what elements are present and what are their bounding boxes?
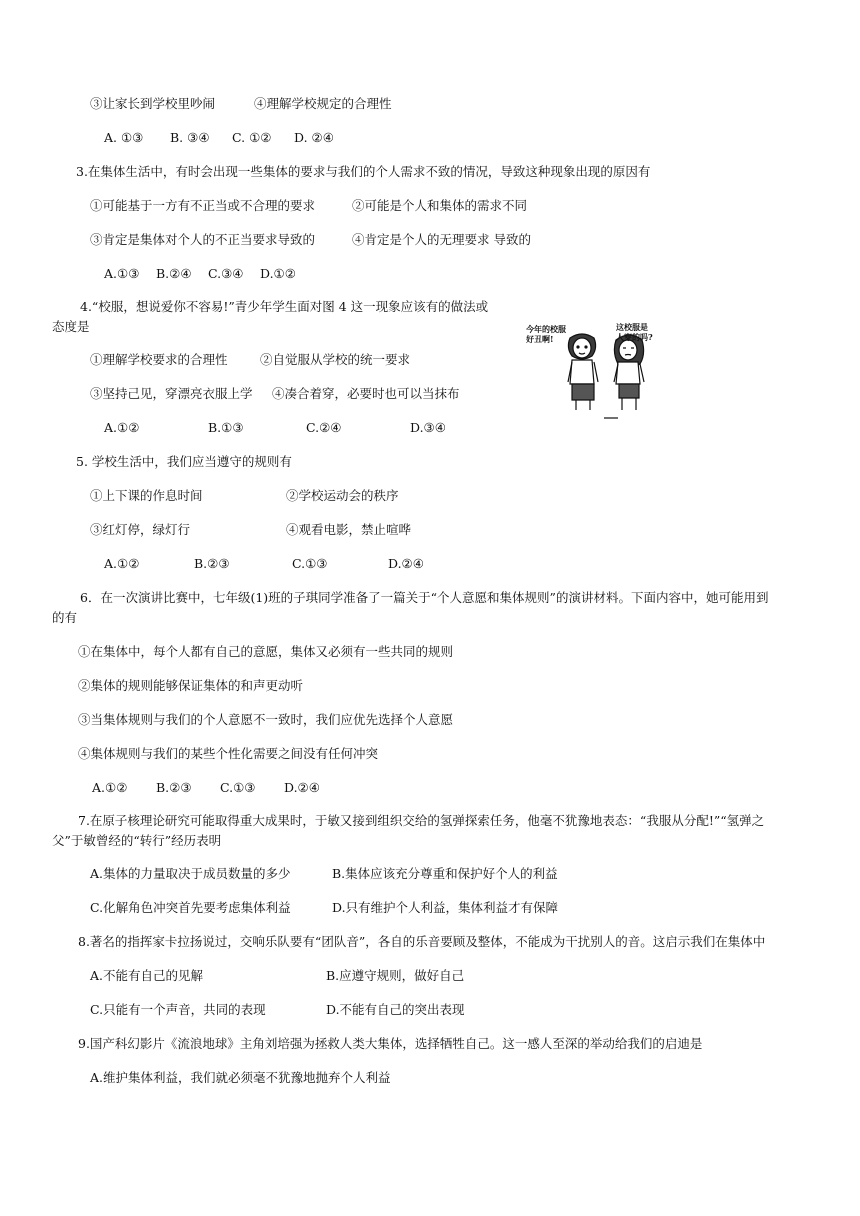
- q7-option-a: A.集体的力量取决于成员数量的多少: [90, 866, 291, 881]
- option-d: D.①②: [260, 266, 296, 281]
- q6-statement-3: ③当集体规则与我们的个人意愿不一致时，我们应优先选择个人意愿: [78, 712, 454, 727]
- q6-stem-line2: 的有: [52, 610, 78, 625]
- q5-statement-3: ③红灯停，绿灯行: [90, 522, 191, 537]
- q5-stem: 5. 学校生活中，我们应当遵守的规则有: [76, 454, 292, 469]
- school-uniform-cartoon: [520, 318, 680, 428]
- option-a: A. ①③: [104, 130, 144, 145]
- q5-statement-4: ④观看电影，禁止喧哗: [286, 522, 412, 537]
- q4-stem-line1: 4.“校服，想说爱你不容易!”青少年学生面对图 4 这一现象应该有的做法或: [80, 299, 489, 314]
- q7-option-b: B.集体应该充分尊重和保护好个人的利益: [332, 866, 558, 881]
- q8-stem: 8.著名的指挥家卡拉扬说过，交响乐队要有“团队音”，各自的乐音要顾及整体，不能成为干扰别人的音。这启示我们在集体中: [78, 934, 766, 949]
- q7-option-c: C.化解角色冲突首先要考虑集体利益: [90, 900, 291, 915]
- option-b: B.①③: [208, 420, 244, 435]
- q4-statement-1: ①理解学校要求的合理性: [90, 352, 228, 367]
- option-d: D.③④: [410, 420, 446, 435]
- option-a: A.①②: [104, 556, 140, 571]
- q3-statement-3: ③肯定是集体对个人的不正当要求导致的: [90, 232, 316, 247]
- q3-statement-2: ②可能是个人和集体的需求不同: [352, 198, 528, 213]
- q4-stem-line2: 态度是: [52, 319, 90, 334]
- q9-option-a: A.维护集体利益，我们就必须毫不犹豫地抛弃个人利益: [90, 1070, 391, 1085]
- q5-statement-2: ②学校运动会的秩序: [286, 488, 399, 503]
- option-c: C.③④: [208, 266, 244, 281]
- q2-statement-3: ③让家长到学校里吵闹: [90, 96, 216, 111]
- q4-statement-2: ②自觉服从学校的统一要求: [260, 352, 411, 367]
- q4-statement-3: ③坚持己见，穿漂亮衣服上学: [90, 386, 253, 401]
- q2-statement-4: ④理解学校规定的合理性: [254, 96, 392, 111]
- option-c: C. ①②: [232, 130, 272, 145]
- option-a: A.①③: [104, 266, 140, 281]
- q6-statement-2: ②集体的规则能够保证集体的和声更动听: [78, 678, 304, 693]
- q3-statement-1: ①可能基于一方有不正当或不合理的要求: [90, 198, 316, 213]
- speech-bubble-right: 这校服是 人穿的吗?: [616, 322, 653, 342]
- option-b: B. ③④: [170, 130, 210, 145]
- q8-option-a: A.不能有自己的见解: [90, 968, 204, 983]
- speech-bubble-left: 今年的校服 好丑啊!: [526, 324, 566, 344]
- q7-option-d: D.只有维护个人利益，集体利益才有保障: [332, 900, 559, 915]
- option-a: A.①②: [92, 780, 128, 795]
- q9-stem: 9.国产科幻影片《流浪地球》主角刘培强为拯救人类大集体，选择牺牲自己。这一感人至深的举动给我们的启迪是: [78, 1036, 703, 1051]
- q7-stem-line1: 7.在原子核理论研究可能取得重大成果时，于敏又接到组织交给的氢弹探索任务，他毫不犹豫地表态：“我服从分配!”“氢弹之: [78, 813, 765, 828]
- q5-statement-1: ①上下课的作息时间: [90, 488, 203, 503]
- q8-option-c: C.只能有一个声音，共同的表现: [90, 1002, 266, 1017]
- q4-statement-4: ④凑合着穿，必要时也可以当抹布: [272, 386, 460, 401]
- option-c: C.②④: [306, 420, 342, 435]
- option-d: D.②④: [388, 556, 424, 571]
- q6-statement-1: ①在集体中，每个人都有自己的意愿，集体又必须有一些共同的规则: [78, 644, 454, 659]
- q8-option-d: D.不能有自己的突出表现: [326, 1002, 465, 1017]
- q6-statement-4: ④集体规则与我们的某些个性化需要之间没有任何冲突: [78, 746, 379, 761]
- option-b: B.②③: [156, 780, 192, 795]
- option-c: C.①③: [220, 780, 256, 795]
- option-b: B.②④: [156, 266, 192, 281]
- option-b: B.②③: [194, 556, 230, 571]
- option-a: A.①②: [104, 420, 140, 435]
- option-c: C.①③: [292, 556, 328, 571]
- q3-stem: 3.在集体生活中，有时会出现一些集体的要求与我们的个人需求不致的情况，导致这种现象出现的原因有: [76, 164, 651, 179]
- q8-option-b: B.应遵守规则，做好自己: [326, 968, 465, 983]
- q6-stem-line1: 6．在一次演讲比赛中，七年级(1)班的子琪同学准备了一篇关于“个人意愿和集体规则”的演讲材料。下面内容中，她可能用到: [80, 590, 769, 605]
- option-d: D.②④: [284, 780, 320, 795]
- q3-statement-4: ④肯定是个人的无理要求 导致的: [352, 232, 531, 247]
- option-d: D. ②④: [294, 130, 334, 145]
- q7-stem-line2: 父”于敏曾经的“转行”经历表明: [52, 833, 222, 848]
